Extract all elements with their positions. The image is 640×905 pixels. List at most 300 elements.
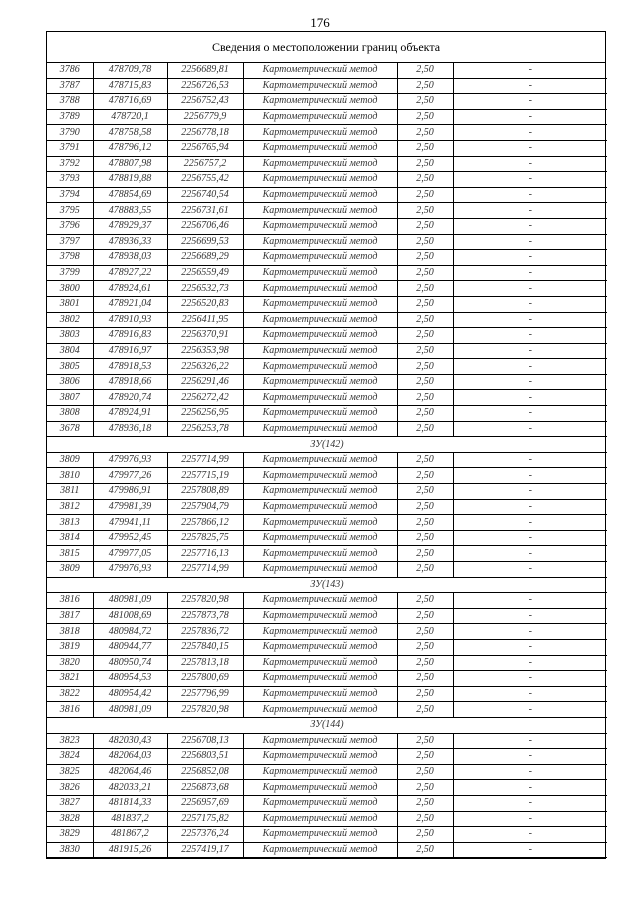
description-cell: -	[453, 671, 607, 687]
method-cell: Картометрический метод	[243, 234, 397, 250]
method-cell: Картометрический метод	[243, 608, 397, 624]
x-coordinate-cell: 482033,21	[93, 780, 167, 796]
method-cell: Картометрический метод	[243, 764, 397, 780]
x-coordinate-cell: 482030,43	[93, 733, 167, 749]
x-coordinate-cell: 478758,58	[93, 125, 167, 141]
description-cell: -	[453, 343, 607, 359]
accuracy-cell: 2,50	[397, 156, 453, 172]
point-number-cell: 3810	[47, 468, 93, 484]
table-row	[47, 702, 607, 718]
x-coordinate-cell: 481837,2	[93, 811, 167, 827]
description-cell: -	[453, 94, 607, 110]
point-number-cell: 3796	[47, 218, 93, 234]
point-number-cell: 3819	[47, 639, 93, 655]
x-coordinate-cell: 480944,77	[93, 639, 167, 655]
accuracy-cell: 2,50	[397, 452, 453, 468]
point-number-cell: 3678	[47, 421, 93, 437]
page-number: 176	[310, 15, 330, 30]
y-coordinate-cell: 2256755,42	[167, 172, 243, 188]
point-number-cell: 3806	[47, 374, 93, 390]
accuracy-cell: 2,50	[397, 234, 453, 250]
method-cell: Картометрический метод	[243, 281, 397, 297]
table-row	[47, 655, 607, 671]
x-coordinate-cell: 478910,93	[93, 312, 167, 328]
section-row	[47, 717, 607, 733]
accuracy-cell: 2,50	[397, 421, 453, 437]
y-coordinate-cell: 2257715,19	[167, 468, 243, 484]
description-cell: -	[453, 639, 607, 655]
y-coordinate-cell: 2257820,98	[167, 702, 243, 718]
table-row	[47, 343, 607, 359]
method-cell: Картометрический метод	[243, 686, 397, 702]
description-cell: -	[453, 250, 607, 266]
table-row	[47, 562, 607, 578]
accuracy-cell: 2,50	[397, 109, 453, 125]
section-row	[47, 577, 607, 593]
method-cell: Картометрический метод	[243, 218, 397, 234]
y-coordinate-cell: 2256291,46	[167, 374, 243, 390]
point-number-cell: 3800	[47, 281, 93, 297]
table-row	[47, 484, 607, 500]
method-cell: Картометрический метод	[243, 359, 397, 375]
method-cell: Картометрический метод	[243, 811, 397, 827]
point-number-cell: 3823	[47, 733, 93, 749]
method-cell: Картометрический метод	[243, 63, 397, 78]
description-cell: -	[453, 499, 607, 515]
table-row	[47, 842, 607, 858]
description-cell: -	[453, 468, 607, 484]
method-cell: Картометрический метод	[243, 421, 397, 437]
method-cell: Картометрический метод	[243, 702, 397, 718]
accuracy-cell: 2,50	[397, 608, 453, 624]
accuracy-cell: 2,50	[397, 702, 453, 718]
x-coordinate-cell: 479986,91	[93, 484, 167, 500]
y-coordinate-cell: 2256957,69	[167, 795, 243, 811]
y-coordinate-cell: 2257813,18	[167, 655, 243, 671]
y-coordinate-cell: 2257796,99	[167, 686, 243, 702]
accuracy-cell: 2,50	[397, 343, 453, 359]
accuracy-cell: 2,50	[397, 281, 453, 297]
accuracy-cell: 2,50	[397, 374, 453, 390]
table-row	[47, 811, 607, 827]
accuracy-cell: 2,50	[397, 639, 453, 655]
accuracy-cell: 2,50	[397, 764, 453, 780]
description-cell: -	[453, 140, 607, 156]
point-number-cell: 3808	[47, 406, 93, 422]
point-number-cell: 3787	[47, 78, 93, 94]
table-row	[47, 234, 607, 250]
method-cell: Картометрический метод	[243, 749, 397, 765]
table-row	[47, 265, 607, 281]
description-cell: -	[453, 125, 607, 141]
x-coordinate-cell: 480950,74	[93, 655, 167, 671]
description-cell: -	[453, 109, 607, 125]
y-coordinate-cell: 2256873,68	[167, 780, 243, 796]
y-coordinate-cell: 2257376,24	[167, 827, 243, 843]
table-row	[47, 530, 607, 546]
table-row	[47, 795, 607, 811]
table-row	[47, 140, 607, 156]
method-cell: Картометрический метод	[243, 780, 397, 796]
description-cell: -	[453, 749, 607, 765]
table-row	[47, 203, 607, 219]
description-cell: -	[453, 312, 607, 328]
x-coordinate-cell: 479976,93	[93, 562, 167, 578]
y-coordinate-cell: 2257836,72	[167, 624, 243, 640]
point-number-cell: 3825	[47, 764, 93, 780]
accuracy-cell: 2,50	[397, 125, 453, 141]
accuracy-cell: 2,50	[397, 515, 453, 531]
point-number-cell: 3798	[47, 250, 93, 266]
point-number-cell: 3802	[47, 312, 93, 328]
point-number-cell: 3822	[47, 686, 93, 702]
table-row	[47, 780, 607, 796]
description-cell: -	[453, 546, 607, 562]
method-cell: Картометрический метод	[243, 733, 397, 749]
y-coordinate-cell: 2257866,12	[167, 515, 243, 531]
x-coordinate-cell: 480981,09	[93, 593, 167, 609]
table-row	[47, 546, 607, 562]
accuracy-cell: 2,50	[397, 827, 453, 843]
description-cell: -	[453, 733, 607, 749]
method-cell: Картометрический метод	[243, 593, 397, 609]
y-coordinate-cell: 2257175,82	[167, 811, 243, 827]
table-row	[47, 593, 607, 609]
method-cell: Картометрический метод	[243, 390, 397, 406]
y-coordinate-cell: 2256731,61	[167, 203, 243, 219]
y-coordinate-cell: 2256520,83	[167, 296, 243, 312]
point-number-cell: 3794	[47, 187, 93, 203]
x-coordinate-cell: 478854,69	[93, 187, 167, 203]
y-coordinate-cell: 2256370,91	[167, 328, 243, 344]
description-cell: -	[453, 281, 607, 297]
point-number-cell: 3821	[47, 671, 93, 687]
y-coordinate-cell: 2256411,95	[167, 312, 243, 328]
x-coordinate-cell: 481008,69	[93, 608, 167, 624]
x-coordinate-cell: 478921,04	[93, 296, 167, 312]
description-cell: -	[453, 608, 607, 624]
y-coordinate-cell: 2256779,9	[167, 109, 243, 125]
x-coordinate-cell: 479981,39	[93, 499, 167, 515]
method-cell: Картометрический метод	[243, 671, 397, 687]
section-row	[47, 437, 607, 453]
method-cell: Картометрический метод	[243, 468, 397, 484]
description-cell: -	[453, 624, 607, 640]
table-row	[47, 468, 607, 484]
y-coordinate-cell: 2256256,95	[167, 406, 243, 422]
y-coordinate-cell: 2256706,46	[167, 218, 243, 234]
point-number-cell: 3816	[47, 702, 93, 718]
description-cell: -	[453, 374, 607, 390]
x-coordinate-cell: 478918,53	[93, 359, 167, 375]
point-number-cell: 3786	[47, 63, 93, 78]
y-coordinate-cell: 2256765,94	[167, 140, 243, 156]
x-coordinate-cell: 479976,93	[93, 452, 167, 468]
table-row	[47, 390, 607, 406]
method-cell: Картометрический метод	[243, 499, 397, 515]
description-cell: -	[453, 764, 607, 780]
accuracy-cell: 2,50	[397, 562, 453, 578]
method-cell: Картометрический метод	[243, 265, 397, 281]
y-coordinate-cell: 2256757,2	[167, 156, 243, 172]
table-row	[47, 125, 607, 141]
accuracy-cell: 2,50	[397, 842, 453, 858]
y-coordinate-cell: 2256752,43	[167, 94, 243, 110]
method-cell: Картометрический метод	[243, 156, 397, 172]
x-coordinate-cell: 478796,12	[93, 140, 167, 156]
description-cell: -	[453, 63, 607, 78]
table-row	[47, 686, 607, 702]
point-number-cell: 3801	[47, 296, 93, 312]
y-coordinate-cell: 2257873,78	[167, 608, 243, 624]
y-coordinate-cell: 2257825,75	[167, 530, 243, 546]
y-coordinate-cell: 2256272,42	[167, 390, 243, 406]
table-row	[47, 608, 607, 624]
point-number-cell: 3792	[47, 156, 93, 172]
y-coordinate-cell: 2256708,13	[167, 733, 243, 749]
method-cell: Картометрический метод	[243, 624, 397, 640]
y-coordinate-cell: 2257820,98	[167, 593, 243, 609]
description-cell: -	[453, 655, 607, 671]
table-row	[47, 250, 607, 266]
table-row	[47, 733, 607, 749]
method-cell: Картометрический метод	[243, 827, 397, 843]
y-coordinate-cell: 2256778,18	[167, 125, 243, 141]
description-cell: -	[453, 390, 607, 406]
point-number-cell: 3788	[47, 94, 93, 110]
accuracy-cell: 2,50	[397, 499, 453, 515]
x-coordinate-cell: 482064,46	[93, 764, 167, 780]
section-label: ЗУ(143)	[47, 577, 607, 593]
point-number-cell: 3818	[47, 624, 93, 640]
y-coordinate-cell: 2256326,22	[167, 359, 243, 375]
accuracy-cell: 2,50	[397, 530, 453, 546]
description-cell: -	[453, 328, 607, 344]
y-coordinate-cell: 2256852,08	[167, 764, 243, 780]
table-row	[47, 187, 607, 203]
table-row	[47, 374, 607, 390]
method-cell: Картометрический метод	[243, 374, 397, 390]
method-cell: Картометрический метод	[243, 312, 397, 328]
table-row	[47, 421, 607, 437]
point-number-cell: 3795	[47, 203, 93, 219]
table-row	[47, 499, 607, 515]
x-coordinate-cell: 480981,09	[93, 702, 167, 718]
accuracy-cell: 2,50	[397, 468, 453, 484]
point-number-cell: 3815	[47, 546, 93, 562]
x-coordinate-cell: 478924,61	[93, 281, 167, 297]
table-row	[47, 764, 607, 780]
x-coordinate-cell: 478819,88	[93, 172, 167, 188]
y-coordinate-cell: 2256726,53	[167, 78, 243, 94]
description-cell: -	[453, 296, 607, 312]
description-cell: -	[453, 842, 607, 858]
y-coordinate-cell: 2256532,73	[167, 281, 243, 297]
x-coordinate-cell: 480954,53	[93, 671, 167, 687]
boundary-table-frame	[46, 31, 606, 859]
x-coordinate-cell: 478807,98	[93, 156, 167, 172]
x-coordinate-cell: 480984,72	[93, 624, 167, 640]
method-cell: Картометрический метод	[243, 452, 397, 468]
method-cell: Картометрический метод	[243, 530, 397, 546]
description-cell: -	[453, 78, 607, 94]
method-cell: Картометрический метод	[243, 562, 397, 578]
method-cell: Картометрический метод	[243, 343, 397, 359]
y-coordinate-cell: 2256699,53	[167, 234, 243, 250]
point-number-cell: 3789	[47, 109, 93, 125]
accuracy-cell: 2,50	[397, 328, 453, 344]
table-row	[47, 156, 607, 172]
accuracy-cell: 2,50	[397, 390, 453, 406]
accuracy-cell: 2,50	[397, 593, 453, 609]
table-row	[47, 827, 607, 843]
x-coordinate-cell: 478709,78	[93, 63, 167, 78]
table-row	[47, 63, 607, 78]
x-coordinate-cell: 478715,83	[93, 78, 167, 94]
point-number-cell: 3824	[47, 749, 93, 765]
y-coordinate-cell: 2257716,13	[167, 546, 243, 562]
x-coordinate-cell: 478918,66	[93, 374, 167, 390]
point-number-cell: 3799	[47, 265, 93, 281]
x-coordinate-cell: 478916,97	[93, 343, 167, 359]
table-row	[47, 78, 607, 94]
description-cell: -	[453, 593, 607, 609]
x-coordinate-cell: 478883,55	[93, 203, 167, 219]
y-coordinate-cell: 2257714,99	[167, 562, 243, 578]
x-coordinate-cell: 478927,22	[93, 265, 167, 281]
method-cell: Картометрический метод	[243, 639, 397, 655]
x-coordinate-cell: 478920,74	[93, 390, 167, 406]
x-coordinate-cell: 481867,2	[93, 827, 167, 843]
description-cell: -	[453, 530, 607, 546]
point-number-cell: 3809	[47, 452, 93, 468]
method-cell: Картометрический метод	[243, 546, 397, 562]
point-number-cell: 3820	[47, 655, 93, 671]
description-cell: -	[453, 172, 607, 188]
method-cell: Картометрический метод	[243, 172, 397, 188]
point-number-cell: 3809	[47, 562, 93, 578]
point-number-cell: 3791	[47, 140, 93, 156]
y-coordinate-cell: 2257419,17	[167, 842, 243, 858]
accuracy-cell: 2,50	[397, 63, 453, 78]
description-cell: -	[453, 515, 607, 531]
description-cell: -	[453, 359, 607, 375]
point-number-cell: 3829	[47, 827, 93, 843]
y-coordinate-cell: 2256353,98	[167, 343, 243, 359]
accuracy-cell: 2,50	[397, 795, 453, 811]
point-number-cell: 3804	[47, 343, 93, 359]
table-row	[47, 749, 607, 765]
description-cell: -	[453, 234, 607, 250]
method-cell: Картометрический метод	[243, 140, 397, 156]
method-cell: Картометрический метод	[243, 203, 397, 219]
accuracy-cell: 2,50	[397, 484, 453, 500]
y-coordinate-cell: 2257840,15	[167, 639, 243, 655]
point-number-cell: 3797	[47, 234, 93, 250]
x-coordinate-cell: 478716,69	[93, 94, 167, 110]
method-cell: Картометрический метод	[243, 655, 397, 671]
accuracy-cell: 2,50	[397, 359, 453, 375]
section-label: ЗУ(142)	[47, 437, 607, 453]
method-cell: Картометрический метод	[243, 94, 397, 110]
y-coordinate-cell: 2257714,99	[167, 452, 243, 468]
accuracy-cell: 2,50	[397, 655, 453, 671]
point-number-cell: 3817	[47, 608, 93, 624]
x-coordinate-cell: 479952,45	[93, 530, 167, 546]
y-coordinate-cell: 2256689,81	[167, 63, 243, 78]
y-coordinate-cell: 2257800,69	[167, 671, 243, 687]
method-cell: Картометрический метод	[243, 406, 397, 422]
x-coordinate-cell: 479977,26	[93, 468, 167, 484]
description-cell: -	[453, 484, 607, 500]
x-coordinate-cell: 478924,91	[93, 406, 167, 422]
y-coordinate-cell: 2256740,54	[167, 187, 243, 203]
table-row	[47, 515, 607, 531]
y-coordinate-cell: 2257904,79	[167, 499, 243, 515]
method-cell: Картометрический метод	[243, 250, 397, 266]
accuracy-cell: 2,50	[397, 250, 453, 266]
point-number-cell: 3826	[47, 780, 93, 796]
method-cell: Картометрический метод	[243, 328, 397, 344]
description-cell: -	[453, 218, 607, 234]
point-number-cell: 3812	[47, 499, 93, 515]
accuracy-cell: 2,50	[397, 780, 453, 796]
description-cell: -	[453, 187, 607, 203]
accuracy-cell: 2,50	[397, 203, 453, 219]
table-row	[47, 639, 607, 655]
x-coordinate-cell: 479941,11	[93, 515, 167, 531]
method-cell: Картометрический метод	[243, 484, 397, 500]
table-row	[47, 109, 607, 125]
method-cell: Картометрический метод	[243, 109, 397, 125]
table-row	[47, 406, 607, 422]
x-coordinate-cell: 478720,1	[93, 109, 167, 125]
accuracy-cell: 2,50	[397, 312, 453, 328]
description-cell: -	[453, 406, 607, 422]
point-number-cell: 3813	[47, 515, 93, 531]
description-cell: -	[453, 702, 607, 718]
accuracy-cell: 2,50	[397, 546, 453, 562]
table-row	[47, 296, 607, 312]
y-coordinate-cell: 2256803,51	[167, 749, 243, 765]
y-coordinate-cell: 2257808,89	[167, 484, 243, 500]
y-coordinate-cell: 2256559,49	[167, 265, 243, 281]
x-coordinate-cell: 479977,05	[93, 546, 167, 562]
accuracy-cell: 2,50	[397, 140, 453, 156]
section-label: ЗУ(144)	[47, 717, 607, 733]
table-row	[47, 328, 607, 344]
x-coordinate-cell: 480954,42	[93, 686, 167, 702]
table-row	[47, 312, 607, 328]
point-number-cell: 3805	[47, 359, 93, 375]
accuracy-cell: 2,50	[397, 187, 453, 203]
x-coordinate-cell: 481915,26	[93, 842, 167, 858]
accuracy-cell: 2,50	[397, 296, 453, 312]
table-body	[47, 63, 607, 858]
table-title: Сведения о местоположении границ объекта	[47, 32, 605, 63]
description-cell: -	[453, 452, 607, 468]
point-number-cell: 3803	[47, 328, 93, 344]
description-cell: -	[453, 795, 607, 811]
description-cell: -	[453, 811, 607, 827]
x-coordinate-cell: 478936,18	[93, 421, 167, 437]
point-number-cell: 3814	[47, 530, 93, 546]
description-cell: -	[453, 421, 607, 437]
y-coordinate-cell: 2256689,29	[167, 250, 243, 266]
y-coordinate-cell: 2256253,78	[167, 421, 243, 437]
table-row	[47, 172, 607, 188]
accuracy-cell: 2,50	[397, 218, 453, 234]
